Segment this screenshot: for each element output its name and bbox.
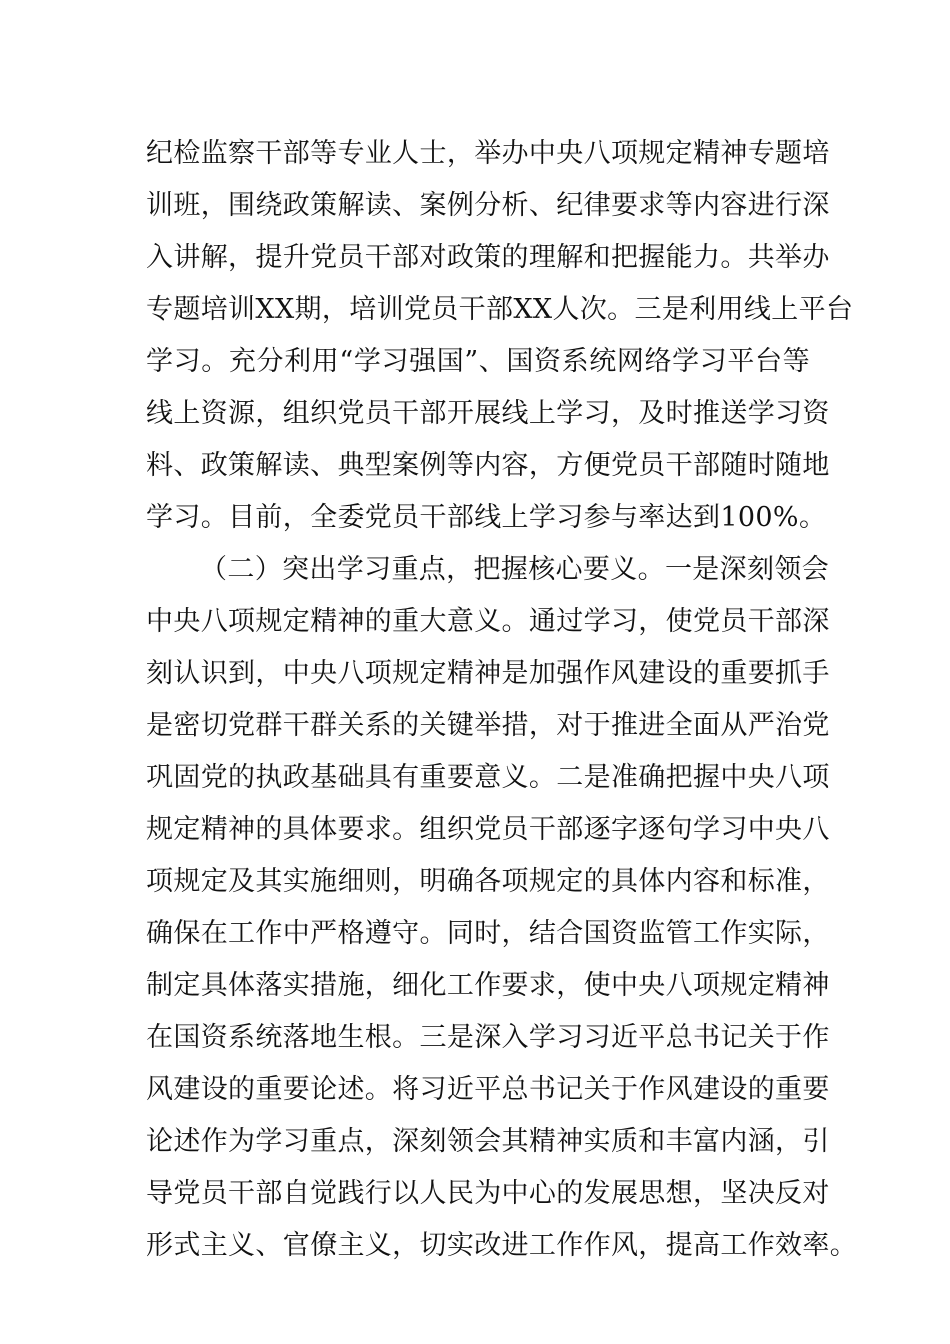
text-line: 料、政策解读、典型案例等内容，方便党员干部随时随地 — [146, 450, 830, 481]
text-line: 刻认识到，中央八项规定精神是加强作风建设的重要抓手 — [146, 658, 830, 689]
body-text — [146, 128, 858, 1272]
text-line: 纪检监察干部等专业人士，举办中央八项规定精神专题培 — [146, 138, 830, 169]
text-line: 巩固党的执政基础具有重要意义。二是准确把握中央八项 — [146, 762, 830, 793]
text-line: 专题培训XX期，培训党员干部XX人次。三是利用线上平台 — [146, 294, 854, 325]
text-line: 入讲解，提升党员干部对政策的理解和把握能力。共举办 — [146, 242, 830, 273]
paragraph-end-line: 形式主义、官僚主义，切实改进工作作风，提高工作效率。 — [146, 1230, 858, 1261]
text-line: 是密切党群干群关系的关键举措，对于推进全面从严治党 — [146, 710, 830, 741]
text-line: 确保在工作中严格遵守。同时，结合国资监管工作实际， — [146, 918, 830, 949]
section-heading-line: （二）突出学习重点，把握核心要义。一是深刻领会 — [200, 554, 830, 585]
paragraph-end-line: 学习。目前，全委党员干部线上学习参与率达到100%。 — [146, 502, 827, 533]
text-line: 规定精神的具体要求。组织党员干部逐字逐句学习中央八 — [146, 814, 830, 845]
text-line: 制定具体落实措施，细化工作要求，使中央八项规定精神 — [146, 970, 830, 1001]
text-line: 训班，围绕政策解读、案例分析、纪律要求等内容进行深 — [146, 190, 830, 221]
text-line: 项规定及其实施细则，明确各项规定的具体内容和标准， — [146, 866, 830, 897]
text-line: 在国资系统落地生根。三是深入学习习近平总书记关于作 — [146, 1022, 830, 1053]
text-line: 线上资源，组织党员干部开展线上学习，及时推送学习资 — [146, 398, 830, 429]
text-line: 学习。充分利用“学习强国”、国资系统网络学习平台等 — [146, 346, 810, 377]
text-line: 中央八项规定精神的重大意义。通过学习，使党员干部深 — [146, 606, 830, 637]
text-line: 论述作为学习重点，深刻领会其精神实质和丰富内涵，引 — [146, 1126, 830, 1157]
text-line: 风建设的重要论述。将习近平总书记关于作风建设的重要 — [146, 1074, 830, 1105]
text-line: 导党员干部自觉践行以人民为中心的发展思想，坚决反对 — [146, 1178, 830, 1209]
